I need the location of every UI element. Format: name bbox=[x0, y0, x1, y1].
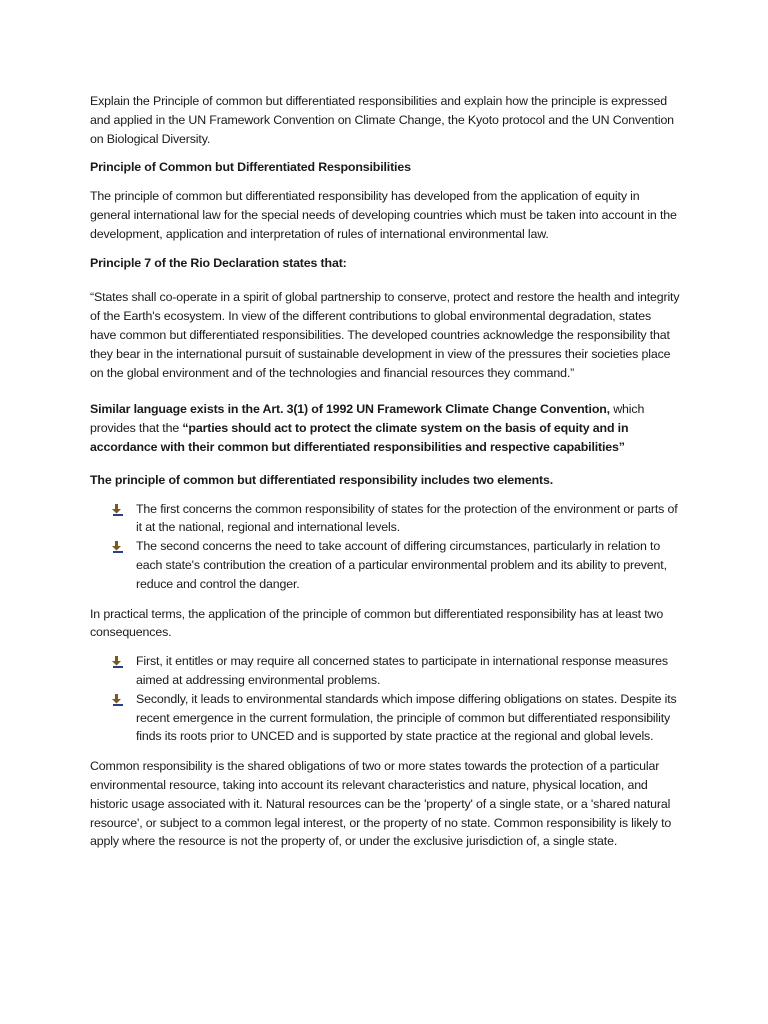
arrow-down-bullet-icon bbox=[112, 656, 124, 668]
list-item bbox=[90, 500, 680, 538]
list-item bbox=[90, 690, 680, 746]
similar-bold-end: “parties should act to protect the climate system on the basis of equity and in accordance with their common but differentiated responsibilities and respective capabilities” bbox=[90, 421, 629, 454]
equity-paragraph: The principle of common but differentiated responsibility has developed from the application of equity in general international law for the special needs of developing countries which must be taken into account in the development, application and interpretation of rules of international environmental law. bbox=[90, 189, 677, 241]
list-item-text: First, it entitles or may require all concerned states to participate in international response measures aimed at addressing environmental problems. bbox=[136, 654, 668, 687]
arrow-down-bullet-icon bbox=[112, 504, 124, 516]
list-item-text: The second concerns the need to take account of differing circumstances, particularly in relation to each state's contribution the creation of a particular environmental problem and its ability to prevent, reduce and control the danger. bbox=[136, 539, 667, 591]
common-responsibility-paragraph: Common responsibility is the shared obligations of two or more states towards the protection of a particular environmental resource, taking into account its relevant characteristics and nature, physical location, and historic usage associated with it. Natural resources can be the 'property' of a single state, or a 'shared natural resource', or subject to a common legal interest, or the property of no state. Common responsibility is likely to apply where the resource is not the property of, or under the exclusive jurisdiction of, a single state. bbox=[90, 759, 672, 849]
list-item-text: The first concerns the common responsibility of states for the protection of the environment or parts of it at the national, regional and international levels. bbox=[136, 501, 678, 535]
elements-list bbox=[90, 500, 680, 594]
rio-heading: Principle 7 of the Rio Declaration states that: bbox=[90, 255, 347, 270]
elements-heading: The principle of common but differentiated responsibility includes two elements. bbox=[90, 472, 554, 487]
similar-language-paragraph bbox=[90, 400, 680, 456]
arrow-down-bullet-icon bbox=[112, 694, 124, 706]
practical-paragraph: In practical terms, the application of the principle of common but differentiated responsibility has at least two consequences. bbox=[90, 606, 664, 640]
section-heading: Principle of Common but Differentiated Responsibilities bbox=[90, 160, 411, 175]
intro-paragraph: Explain the Principle of common but differentiated responsibilities and explain how the principle is expressed and applied in the UN Framework Convention on Climate Change, the Kyoto protocol and the UN Convention on Biological Diversity. bbox=[90, 94, 674, 146]
list-item bbox=[90, 652, 680, 690]
similar-bold-start: Similar language exists in the Art. 3(1) of 1992 UN Framework Climate Change Convention, bbox=[90, 402, 610, 417]
similar-normal-mid: which provides that the bbox=[90, 402, 645, 436]
list-item-text: Secondly, it leads to environmental standards which impose differing obligations on states. Despite its recent emergence in the current formulation, the principle of common but differentiated responsibility finds its roots prior to UNCED and is supported by state practice at the regional and global levels. bbox=[136, 691, 677, 744]
list-item bbox=[90, 537, 680, 593]
consequences-list bbox=[90, 652, 680, 746]
document-page bbox=[90, 92, 680, 861]
arrow-down-bullet-icon bbox=[112, 541, 124, 553]
rio-quote: “States shall co-operate in a spirit of global partnership to conserve, protect and restore the health and integrity of the Earth's ecosystem. In view of the different contributions to global environmental degradation, states have common but differentiated responsibilities. The developed countries acknowledge the responsibility that they bear in the international pursuit of sustainable development in view of the pressures their societies place on the global environment and of the technologies and financial resources they command.” bbox=[90, 290, 680, 380]
